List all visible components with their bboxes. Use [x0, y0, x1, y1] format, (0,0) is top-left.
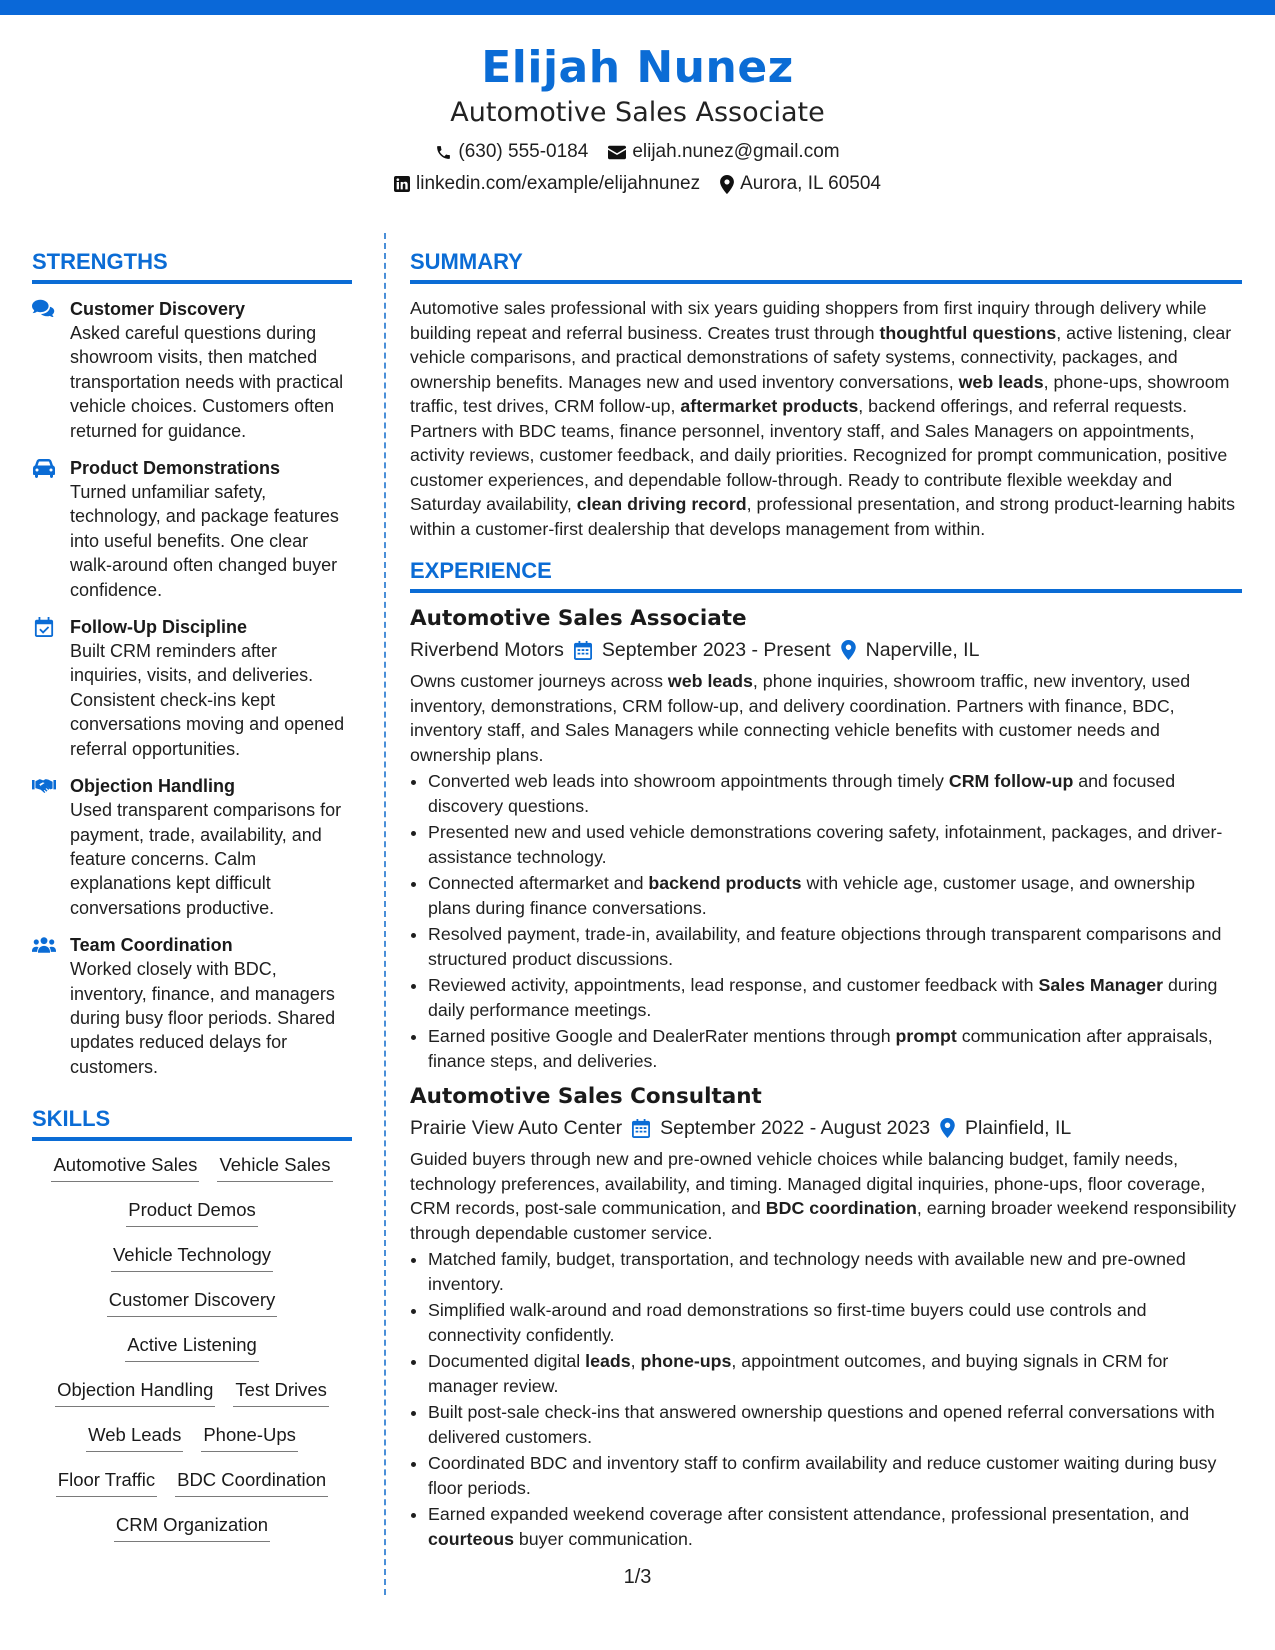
bold-phrase: phone-ups: [640, 1351, 732, 1371]
phone-icon: [435, 144, 452, 161]
job-bullets: [410, 1247, 1242, 1551]
column-divider: [384, 233, 386, 1595]
job-bullet: • Earned expanded weekend coverage after consistent attendance, professional presentation, and courteous buyer communication.: [428, 1502, 1242, 1551]
skill-row: [32, 1423, 352, 1468]
candidate-title: Automotive Sales Associate: [450, 97, 825, 128]
bold-phrase: Sales Manager: [1038, 975, 1164, 995]
email-text: elijah.nunez@gmail.com: [632, 141, 840, 162]
linkedin-icon: [394, 176, 410, 192]
skill-tag: Product Demos: [126, 1198, 258, 1227]
bold-phrase: CRM follow-up: [948, 771, 1074, 791]
map-pin-icon: [841, 640, 856, 660]
company-name: Prairie View Auto Center: [410, 1117, 623, 1139]
job-entry: [410, 605, 1242, 1073]
job-bullet: • Coordinated BDC and inventory staff to confirm availability and reduce customer waiting during busy floor periods.: [428, 1451, 1242, 1500]
job-meta: [410, 1115, 1242, 1141]
linkedin-contact[interactable]: [394, 172, 700, 196]
job-bullet: • Built post-sale check-ins that answered ownership questions and opened referral conversations with delivered customers.: [428, 1400, 1242, 1449]
location-contact: [720, 172, 881, 196]
skill-row: [32, 1243, 352, 1288]
skill-tag: Active Listening: [125, 1333, 259, 1362]
skill-tag: CRM Organization: [114, 1513, 270, 1542]
strength-title: Customer Discovery: [70, 299, 246, 319]
job-bullet: • Documented digital leads, phone-ups, appointment outcomes, and buying signals in CRM for manager review.: [428, 1349, 1242, 1398]
strength-item: [32, 615, 352, 761]
top-accent-bar: [0, 0, 1275, 15]
skill-tag: Vehicle Sales: [217, 1153, 332, 1182]
job-dates-text: September 2023 - Present: [601, 639, 831, 661]
skill-row: [32, 1513, 352, 1558]
job-bullet: • Simplified walk-around and road demonstrations so first-time buyers could use controls and connectivity confidently.: [428, 1298, 1242, 1347]
strength-item: [32, 456, 352, 602]
email-contact[interactable]: [608, 140, 839, 164]
skill-tag: Phone-Ups: [201, 1423, 298, 1452]
job-location: [940, 1115, 1071, 1141]
skill-row: [32, 1333, 352, 1378]
strength-title: Objection Handling: [70, 776, 235, 797]
contact-row-1: [0, 140, 1275, 164]
left-column: [32, 248, 352, 1558]
strength-title: Team Coordination: [70, 935, 233, 956]
bold-phrase: backend products: [648, 873, 802, 893]
strengths-heading: STRENGTHS: [32, 248, 352, 284]
strength-item: [32, 774, 352, 920]
skill-tag: Customer Discovery: [107, 1288, 278, 1317]
skill-tag: Floor Traffic: [56, 1468, 157, 1497]
phone-contact: [435, 140, 588, 164]
resume-header: [0, 42, 1275, 196]
bold-phrase: web leads: [958, 371, 1044, 392]
job-description: Owns customer journeys across web leads, phone inquiries, showroom traffic, new inventory, used inventory, demonstrations, CRM follow-up, and delivery coordination. Partners with finance, BDC, inventory staff, and Sales Managers while connecting vehicle benefits with customer needs and ownership plans.: [410, 671, 1191, 765]
users-icon: [32, 935, 56, 955]
bold-phrase: BDC coordination: [765, 1198, 917, 1218]
job-location-text: Plainfield, IL: [965, 1117, 1072, 1139]
company-name: Riverbend Motors: [410, 639, 564, 661]
calendar-icon: [574, 641, 592, 660]
job-bullet: • Presented new and used vehicle demonstrations covering safety, infotainment, packages, and driver-assistance technology.: [428, 820, 1242, 869]
strength-desc: Built CRM reminders after inquiries, visits, and deliveries. Consistent check-ins kept conversations moving and opened referral opportunities.: [70, 641, 345, 759]
job-title: Automotive Sales Consultant: [410, 1084, 762, 1109]
job-bullet: • Converted web leads into showroom appointments through timely CRM follow-up and focused discovery questions.: [428, 769, 1242, 818]
map-pin-icon: [720, 175, 734, 194]
bold-phrase: clean driving record: [576, 494, 747, 514]
strength-title: Follow-Up Discipline: [70, 617, 248, 638]
skill-row: [32, 1153, 352, 1198]
job-dates: [632, 1115, 930, 1141]
job-bullet: • Reviewed activity, appointments, lead response, and customer feedback with Sales Manager during daily performance meetings.: [428, 973, 1242, 1022]
skill-tag: Objection Handling: [55, 1378, 215, 1407]
strength-desc: Turned unfamiliar safety, technology, and package features into useful benefits. One clear walk-around often changed buyer confidence.: [70, 482, 339, 600]
envelope-icon: [608, 145, 626, 160]
skill-tag: Web Leads: [86, 1423, 183, 1452]
candidate-name: Elijah Nunez: [481, 42, 794, 93]
job-bullet: • Matched family, budget, transportation, and technology needs with available new and pre-owned inventory.: [428, 1247, 1242, 1296]
skill-tag: Automotive Sales: [51, 1153, 199, 1182]
car-icon: [32, 458, 56, 478]
job-dates-text: September 2022 - August 2023: [660, 1117, 931, 1139]
job-meta: [410, 637, 1242, 663]
job-dates: [574, 637, 831, 663]
strength-item: [32, 933, 352, 1079]
experience-heading: EXPERIENCE: [410, 557, 1242, 593]
strength-desc: Used transparent comparisons for payment, trade, availability, and feature concerns. Calm explanations kept difficult conversations productive.: [70, 800, 342, 918]
skill-row: [32, 1198, 352, 1243]
strength-desc: Asked careful questions during showroom visits, then matched transportation needs with practical vehicle choices. Customers often returned for guidance.: [70, 323, 344, 441]
skill-tag: Test Drives: [233, 1378, 329, 1407]
bold-phrase: prompt: [895, 1026, 957, 1046]
comments-icon: [32, 299, 56, 319]
skill-row: [32, 1468, 352, 1513]
bold-phrase: courteous: [428, 1528, 514, 1549]
phone-text: (630) 555-0184: [458, 141, 589, 162]
job-title: Automotive Sales Associate: [410, 606, 747, 631]
handshake-icon: [32, 776, 56, 796]
calendar-check-icon: [32, 617, 56, 637]
strength-item: [32, 297, 352, 443]
bold-phrase: thoughtful questions: [879, 322, 1057, 343]
skill-tag: BDC Coordination: [175, 1468, 328, 1497]
right-column: [410, 248, 1242, 1553]
job-location: [841, 637, 980, 663]
bold-phrase: web leads: [667, 671, 753, 691]
job-bullet: • Connected aftermarket and backend products with vehicle age, customer usage, and ownership plans during finance conversations.: [428, 871, 1242, 920]
job-bullet: • Resolved payment, trade-in, availability, and feature objections through transparent comparisons and structured product discussions.: [428, 922, 1242, 971]
bold-phrase: aftermarket products: [680, 396, 859, 416]
page-number: 1/3: [623, 1566, 652, 1588]
linkedin-text: linkedin.com/example/elijahnunez: [416, 173, 701, 194]
skills-heading: SKILLS: [32, 1105, 352, 1141]
skill-tag: Vehicle Technology: [111, 1243, 273, 1272]
summary-heading: SUMMARY: [410, 248, 1242, 284]
contact-row-2: [0, 172, 1275, 196]
job-bullets: [410, 769, 1242, 1073]
job-entry: [410, 1083, 1242, 1551]
skills-list: [32, 1153, 352, 1558]
job-description: Guided buyers through new and pre-owned vehicle choices while balancing budget, family needs, technology preferences, availability, and timing. Managed digital inquiries, phone-ups, floor coverage, CRM records, post-sale communication, and BDC coordination, earning broader weekend responsibility through dependable customer service.: [410, 1149, 1237, 1243]
strength-desc: Worked closely with BDC, inventory, finance, and managers during busy floor periods. Shared updates reduced delays for customers.: [70, 959, 336, 1077]
calendar-icon: [632, 1119, 650, 1138]
location-text: Aurora, IL 60504: [740, 173, 881, 194]
skill-row: [32, 1378, 352, 1423]
job-location-text: Naperville, IL: [865, 639, 980, 661]
bold-phrase: leads: [585, 1351, 631, 1371]
job-bullet: • Earned positive Google and DealerRater mentions through prompt communication after appraisals, finance steps, and deliveries.: [428, 1024, 1242, 1073]
summary-text: Automotive sales professional with six years guiding shoppers from first inquiry through delivery while building repeat and referral business. Creates trust through thoughtful questions, active listening, clear vehicle comparisons, and practical demonstrations of safety systems, connectivity, packages, and ownership benefits. Manages new and used inventory conversations, web leads, phone-ups, showroom traffic, test drives, CRM follow-up, aftermarket products, backend offerings, and referral requests. Partners with BDC teams, finance personnel, inventory staff, and Sales Managers on appointments, activity reviews, customer feedback, and daily priorities. Recognized for prompt communication, positive customer experiences, and dependable follow-through. Ready to contribute flexible weekday and Saturday availability, clean driving record, professional presentation, and strong product-learning habits within a customer-first dealership that develops management from within.: [410, 298, 1235, 539]
strength-title: Product Demonstrations: [70, 458, 281, 479]
map-pin-icon: [940, 1118, 955, 1138]
skill-row: [32, 1288, 352, 1333]
